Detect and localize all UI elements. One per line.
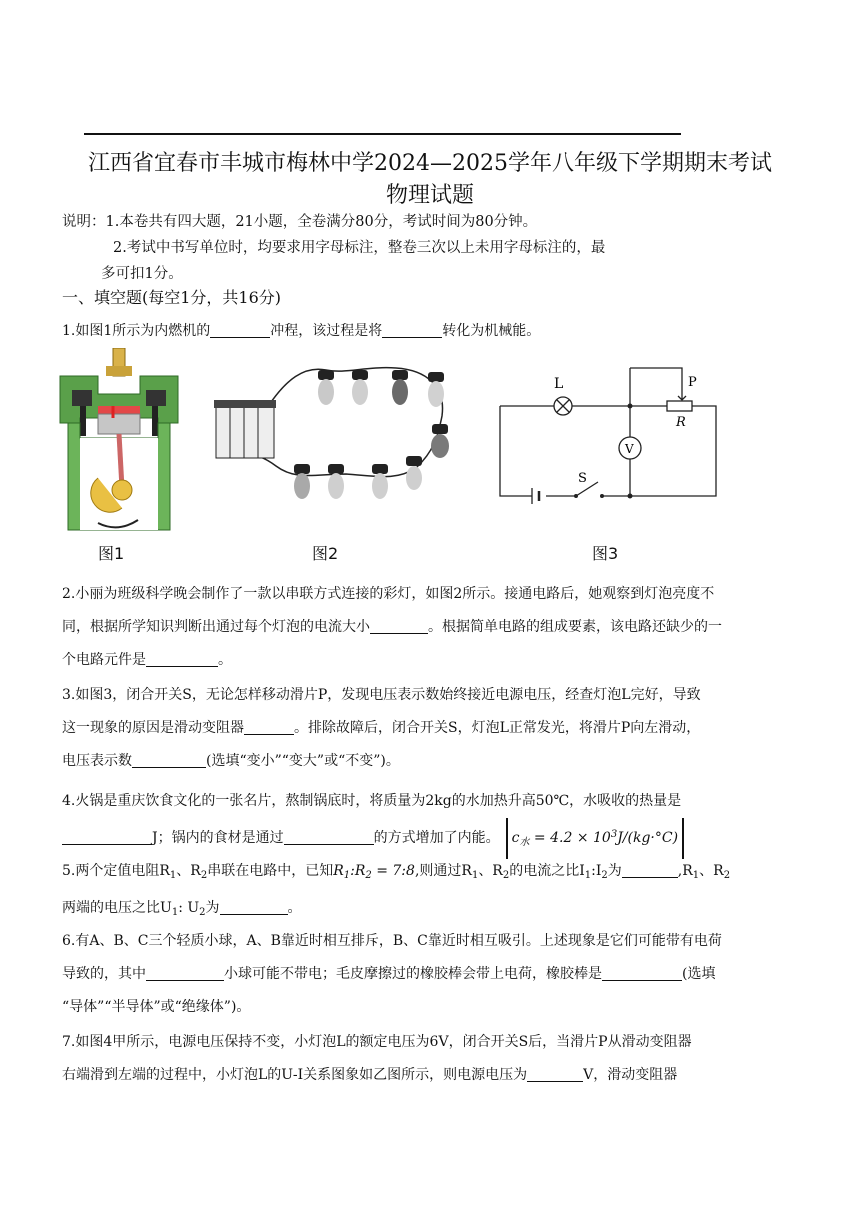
string-lights-figure (206, 356, 464, 514)
specific-heat-formula: $c_水 = 4.2 \times 10^3J/(kg\cdot^\circ C)$ (506, 818, 684, 859)
answer-blank[interactable] (62, 828, 152, 845)
answer-blank[interactable] (602, 964, 682, 981)
question-7: 7.如图4甲所示，电源电压保持不变，小灯泡L的额定电压为6V，闭合开关S后，当滑片P从滑动变阻器 右端滑到左端的过程中，小灯泡L的U-I关系图象如乙图所示，则电源电压为 V，滑动变阻器 (62, 1034, 692, 1083)
answer-blank[interactable] (220, 898, 288, 915)
circuit-figure (492, 364, 722, 514)
answer-blank[interactable] (370, 617, 428, 634)
question-6: 6.有A、B、C三个轻质小球，A、B靠近时相互排斥，B、C靠近时相互吸引。上述现象是它们可能带有电荷 导致的，其中 小球可能不带电；毛皮摩擦过的橡胶棒会带上电荷，橡胶棒是 (选填 “导体”“半导体”或“绝缘体”)。 (62, 933, 722, 1015)
question-5: 5.两个定值电阻$R_1$、$R_2$串联在电路中，已知$R_1:R_2$ = 7:8,则通过$R_1$、$R_2$的电流之比$I_1:I_2$为 $,R_1$、$R_2$ 两端的电压之比$U_1$: $U_2$为 。 (62, 855, 807, 929)
answer-blank[interactable] (132, 751, 206, 768)
question-4: 4.火锅是重庆饮食文化的一张名片，熬制锅底时，将质量为2kg的水加热升高50℃，水吸收的热量是 J；锅内的食材是通过 的方式增加了内能。 $c_水 = 4.2 \times 10^3J/(kg\cdot^\circ C)$ (62, 785, 807, 859)
resistance-ratio: $R_1:R_2$ = 7:8 (333, 863, 415, 881)
answer-blank[interactable] (146, 964, 224, 981)
battery-pack-icon (214, 400, 276, 458)
answer-blank[interactable] (622, 861, 678, 878)
question-2: 2.小丽为班级科学晚会制作了一款以串联方式连接的彩灯，如图2所示。接通电路后，她观察到灯泡亮度不 同，根据所学知识判断出通过每个灯泡的电流大小 。根据简单电路的组成要素，该电路还缺少的一 个电路元件是 。 (62, 586, 722, 668)
instructions-item2a: 2.考试中书写单位时，均要求用字母标注，整卷三次以上未用字母标注的，最 (113, 240, 606, 256)
figure2-caption: 图2 (312, 544, 339, 563)
header-rule (84, 133, 681, 135)
answer-blank[interactable] (284, 828, 374, 845)
exam-title: 江西省宜春市丰城市梅林中学2024—2025学年八年级下学期期末考试 (88, 151, 772, 176)
resistor-label: R (676, 415, 686, 430)
instructions-item2b: 多可扣1分。 (101, 266, 183, 282)
instructions-label: 说明： (62, 214, 106, 230)
exam-subtitle: 物理试题 (385, 183, 474, 208)
answer-blank[interactable] (146, 650, 218, 667)
instructions-line1 (62, 210, 537, 231)
engine-figure (58, 348, 180, 534)
instructions-item1: 1.本卷共有四大题，21小题，全卷满分80分，考试时间为80分钟。 (105, 214, 538, 230)
answer-blank[interactable] (244, 718, 294, 735)
figure1-caption: 图1 (98, 544, 125, 563)
question-1: 1.如图1所示为内燃机的 冲程，该过程是将 转化为机械能。 (62, 323, 541, 339)
figure3-caption: 图3 (592, 544, 619, 563)
question-3: 3.如图3，闭合开关S，无论怎样移动滑片P，发现电压表示数始终接近电源电压，经查灯泡L完好，导致 这一现象的原因是滑动变阻器 。排除故障后，闭合开关S，灯泡L正常发光，将滑片P向左滑动， 电压表示数 (选填“变小”“变大”或“不变”)。 (62, 687, 701, 769)
lamp-label: L (554, 376, 564, 392)
voltmeter-label: V (625, 442, 634, 456)
switch-label: S (578, 471, 587, 486)
answer-blank[interactable] (210, 321, 270, 338)
answer-blank[interactable] (382, 321, 442, 338)
answer-blank[interactable] (527, 1065, 583, 1082)
section-title: 一、填空题(每空1分，共16分) (62, 288, 282, 307)
slider-label: P (688, 375, 697, 390)
